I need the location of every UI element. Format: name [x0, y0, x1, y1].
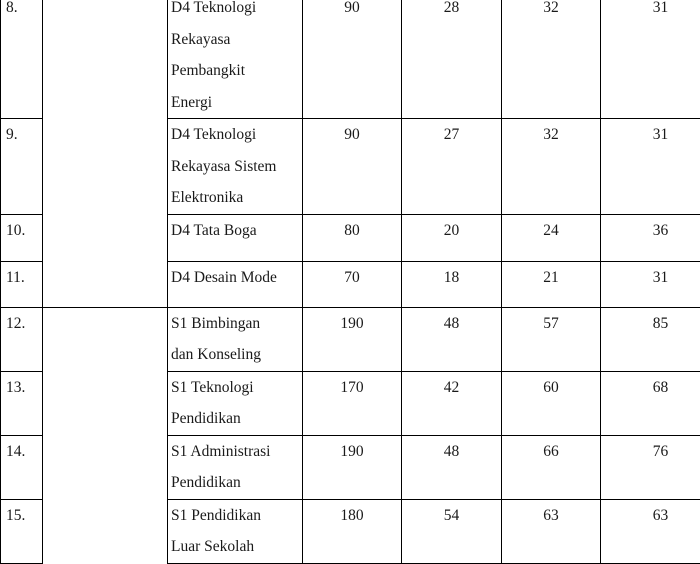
program-name-line: Rekayasa Sistem	[171, 151, 302, 183]
faculty-cell	[43, 307, 168, 563]
program-name-line: S1 Teknologi	[171, 372, 302, 404]
value-cell: 170	[303, 371, 402, 435]
value-cell: 31	[601, 119, 700, 215]
program-name	[168, 214, 303, 261]
value-cell: 32	[502, 0, 601, 119]
value-cell: 190	[303, 435, 402, 499]
value-cell: 18	[402, 261, 502, 307]
table-row	[1, 0, 700, 119]
value-cell: 190	[303, 307, 402, 371]
program-name	[168, 499, 303, 563]
program-name-line: D4 Teknologi	[171, 0, 302, 24]
row-number: 11.	[1, 261, 43, 307]
value-cell: 27	[402, 119, 502, 215]
program-name	[168, 0, 303, 119]
value-cell: 80	[303, 214, 402, 261]
row-number: 14.	[1, 435, 43, 499]
value-cell: 36	[601, 214, 700, 261]
value-cell: 90	[303, 119, 402, 215]
value-cell: 63	[601, 499, 700, 563]
program-name-line: S1 Administrasi	[171, 436, 302, 468]
value-cell: 63	[502, 499, 601, 563]
value-cell: 48	[402, 435, 502, 499]
program-name-line: Pembangkit	[171, 55, 302, 87]
value-cell: 20	[402, 214, 502, 261]
program-name-line: D4 Desain Mode	[171, 262, 302, 294]
program-name-line: S1 Pendidikan	[171, 500, 302, 532]
program-name-line: S1 Bimbingan	[171, 308, 302, 340]
value-cell: 32	[502, 119, 601, 215]
value-cell: 24	[502, 214, 601, 261]
value-cell: 21	[502, 261, 601, 307]
faculty-cell	[43, 0, 168, 307]
program-name-line: Pendidikan	[171, 403, 302, 435]
program-name	[168, 435, 303, 499]
value-cell: 90	[303, 0, 402, 119]
table-row	[1, 307, 700, 371]
value-cell: 42	[402, 371, 502, 435]
program-name-line: dan Konseling	[171, 339, 302, 371]
row-number: 10.	[1, 214, 43, 261]
program-name-line: D4 Tata Boga	[171, 215, 302, 247]
program-name-line: Pendidikan	[171, 467, 302, 499]
program-name-line: Energi	[171, 87, 302, 119]
value-cell: 76	[601, 435, 700, 499]
program-name-line: Rekayasa	[171, 24, 302, 56]
program-name-line: D4 Teknologi	[171, 119, 302, 151]
program-name	[168, 261, 303, 307]
value-cell: 28	[402, 0, 502, 119]
program-name-line: Elektronika	[171, 182, 302, 214]
row-number: 9.	[1, 119, 43, 215]
row-number: 12.	[1, 307, 43, 371]
row-number: 8.	[1, 0, 43, 119]
program-name	[168, 119, 303, 215]
value-cell: 31	[601, 0, 700, 119]
program-name	[168, 307, 303, 371]
row-number: 15.	[1, 499, 43, 563]
value-cell: 85	[601, 307, 700, 371]
value-cell: 54	[402, 499, 502, 563]
value-cell: 60	[502, 371, 601, 435]
value-cell: 31	[601, 261, 700, 307]
value-cell: 70	[303, 261, 402, 307]
value-cell: 68	[601, 371, 700, 435]
value-cell: 180	[303, 499, 402, 563]
value-cell: 48	[402, 307, 502, 371]
value-cell: 57	[502, 307, 601, 371]
row-number: 13.	[1, 371, 43, 435]
program-name-line: Luar Sekolah	[171, 531, 302, 563]
program-name	[168, 371, 303, 435]
value-cell: 66	[502, 435, 601, 499]
